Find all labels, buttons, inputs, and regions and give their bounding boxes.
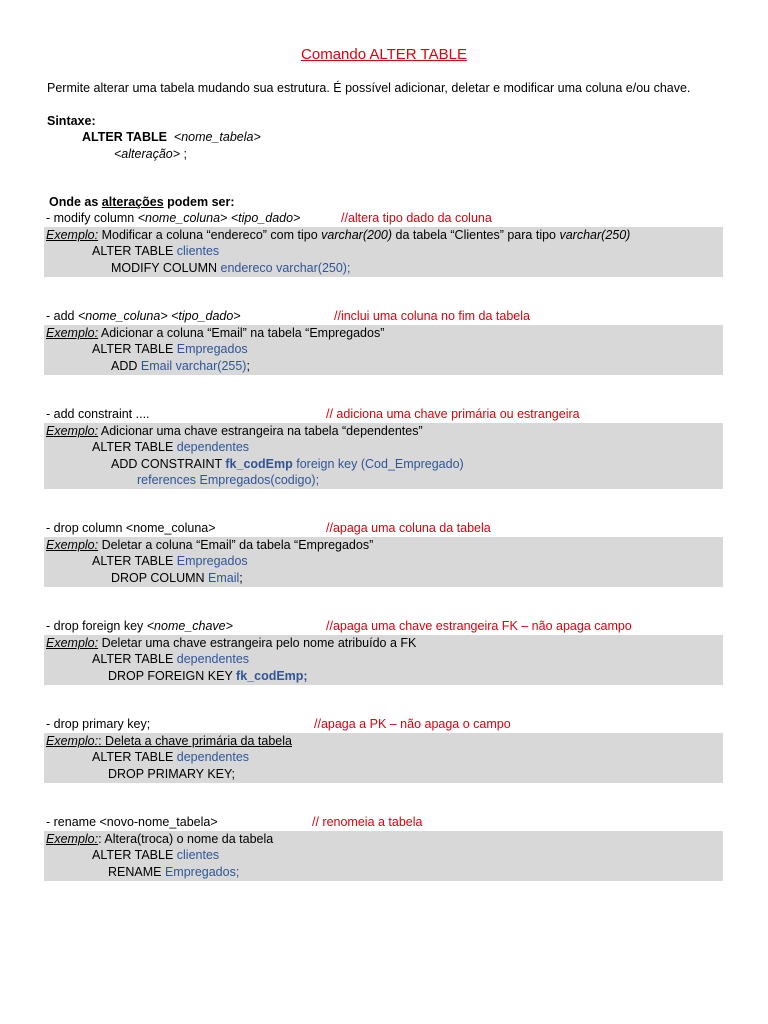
rename-code-2: RENAME Empregados; bbox=[108, 865, 240, 879]
alterations-heading: Onde as alterações podem ser: bbox=[49, 195, 235, 209]
add-column-comment: //inclui uma coluna no fim da tabela bbox=[334, 309, 530, 323]
drop-column-comment: //apaga uma coluna da tabela bbox=[326, 521, 491, 535]
drop-column-heading: - drop column <nome_coluna> bbox=[46, 521, 216, 535]
drop-primary-key-code-2: DROP PRIMARY KEY; bbox=[108, 767, 236, 781]
add-constraint-code-1: ALTER TABLE dependentes bbox=[92, 440, 250, 454]
rename-comment: // renomeia a tabela bbox=[312, 815, 423, 829]
rename-code-1: ALTER TABLE clientes bbox=[92, 848, 220, 862]
drop-column-code-1: ALTER TABLE Empregados bbox=[92, 554, 248, 568]
rename-example: Exemplo:: Altera(troca) o nome da tabela bbox=[46, 832, 274, 846]
drop-primary-key-code-1: ALTER TABLE dependentes bbox=[92, 750, 250, 764]
add-constraint-heading: - add constraint .... bbox=[46, 407, 150, 421]
add-column-code-2: ADD Email varchar(255); bbox=[111, 359, 250, 373]
drop-foreign-key-comment: //apaga uma chave estrangeira FK – não apaga campo bbox=[326, 619, 632, 633]
add-column-heading: - add <nome_coluna> <tipo_dado> bbox=[46, 309, 241, 323]
syntax-line-1: ALTER TABLE <nome_tabela> bbox=[82, 130, 261, 144]
add-constraint-code-2: ADD CONSTRAINT fk_codEmp foreign key (Cod_Empregado) bbox=[111, 457, 464, 471]
drop-foreign-key-example: Exemplo: Deletar uma chave estrangeira pelo nome atribuído a FK bbox=[46, 636, 417, 650]
modify-column-code-1: ALTER TABLE clientes bbox=[92, 244, 220, 258]
add-column-code-1: ALTER TABLE Empregados bbox=[92, 342, 248, 356]
drop-foreign-key-code-1: ALTER TABLE dependentes bbox=[92, 652, 250, 666]
syntax-label: Sintaxe: bbox=[47, 114, 96, 128]
rename-heading: - rename <novo-nome_tabela> bbox=[46, 815, 218, 829]
drop-primary-key-example: Exemplo:: Deleta a chave primária da tabela bbox=[46, 734, 292, 748]
modify-column-code-2: MODIFY COLUMN endereco varchar(250); bbox=[111, 261, 351, 275]
drop-primary-key-comment: //apaga a PK – não apaga o campo bbox=[314, 717, 511, 731]
drop-primary-key-heading: - drop primary key; bbox=[46, 717, 151, 731]
drop-foreign-key-heading: - drop foreign key <nome_chave> bbox=[46, 619, 233, 633]
syntax-line-2: <alteração> ; bbox=[114, 147, 187, 161]
add-column-example: Exemplo: Adicionar a coluna “Email” na tabela “Empregados” bbox=[46, 326, 385, 340]
modify-column-example: Exemplo: Modificar a coluna “endereco” com tipo varchar(200) da tabela “Clientes” para tipo varchar(250) bbox=[46, 228, 631, 242]
add-constraint-code-3: references Empregados(codigo); bbox=[137, 473, 320, 487]
drop-column-code-2: DROP COLUMN Email; bbox=[111, 571, 243, 585]
modify-column-heading: - modify column <nome_coluna> <tipo_dado> bbox=[46, 211, 301, 225]
page-title: Comando ALTER TABLE bbox=[301, 46, 467, 63]
intro-text: Permite alterar uma tabela mudando sua estrutura. É possível adicionar, deletar e modificar uma coluna e/ou chave. bbox=[47, 81, 691, 95]
add-constraint-comment: // adiciona uma chave primária ou estrangeira bbox=[326, 407, 580, 421]
drop-column-example: Exemplo: Deletar a coluna “Email” da tabela “Empregados” bbox=[46, 538, 374, 552]
drop-foreign-key-code-2: DROP FOREIGN KEY fk_codEmp; bbox=[108, 669, 308, 683]
add-constraint-example: Exemplo: Adicionar uma chave estrangeira na tabela “dependentes” bbox=[46, 424, 423, 438]
modify-column-comment: //altera tipo dado da coluna bbox=[341, 211, 492, 225]
